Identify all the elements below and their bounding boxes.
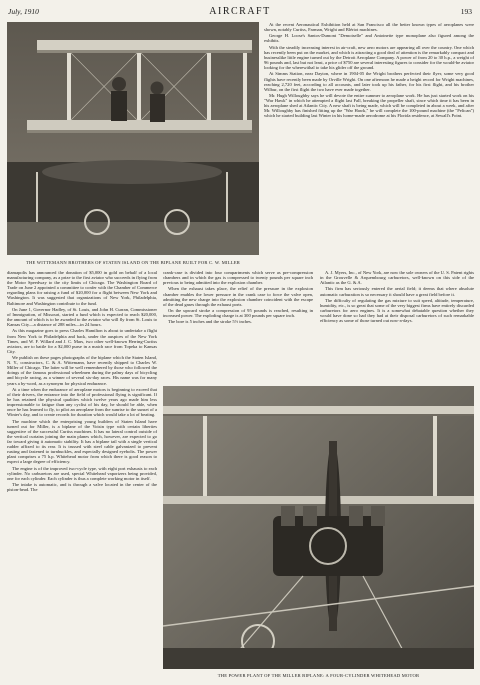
paragraph: The engine is of the improved two-cycle type, with eight port exhausts to each cylinder. No carburetors are used, special Whitehead vaporizers being provided, one for each cylinder. Each cylinder is thus a complete working motor in itself. <box>7 465 157 481</box>
paragraph: The machine which the enterprising young builders of Staten Island have turned out for Miller, is a biplane of the Voisin type with certain liberties suggestive of the successful Curtiss machines. It has no lateral control outside of the vertical curtains joining the main planes which, however, are expected to go far toward giving it automatic stability. It has a biplane tail with a single vertical rudder affixed to its rear. It is trussed with steel cable galvanized to prevent rusting and fastened to turnbuckles, and especially designed eyebolts. The power plant comprises a 75 h.p. Whitehead motor from which there is good reason to expect a large degree of efficiency. <box>7 418 157 465</box>
wittemann-biplane-photo <box>7 22 259 255</box>
issue-date: July, 1910 <box>8 7 39 16</box>
paragraph: Mr. Hugh Willoughby says he will devote the entire summer to aeroplane work. He has just started work on his "War Hawk" in which he attempted a flight last Fall, breaking the propeller shaft, since which time it has been in his aeroplane shed at Atlantic City. A new shaft is being made, which will be completed in about a week, and after Mr. Willoughby has finished fitting up the "War Hawk," he will complete the 100-pound machine (the "Pelican") which he started building last Winter in his home-made aerodrome at his Florida residence, at Sewall's Point. <box>264 92 474 119</box>
page-header <box>8 6 472 18</box>
paragraph: At the recent Aeronautical Exhibition held at San Francisco all the better known types of aeroplanes were shown, notably Curtiss, Farman, Wright and Blériot machines. <box>264 22 474 33</box>
paragraph: We publish on these pages photographs of the biplane which the Staten Island, N. Y., constructors, C. & A. Wittemann, have recently shipped to Charles W. Miller of Chicago. The latter will be well remembered by those who followed the doings of the famous professional wheelmen during the palmy days of bicycling and bicycle racing, as a winner of several six-day races. His name was for many years a by-word, as a synonym for physical endurance. <box>7 355 157 386</box>
right-lower-column <box>320 270 474 382</box>
paragraph: At Simms Station, near Dayton, where in 1904-05 the Wright brothers perfected their flyer, some very good flights have recently been made by Orville Wright. On one afternoon he made a height record for Wright machines, reaching 2,720 feet, according to all accounts, and later took up his father, for his first flight, and his brother Wilbur, on the first flight the two have ever made together. <box>264 71 474 92</box>
paragraph: A. J. Myers, Inc., of New York, are now the sole owners of the U. S. Patent rights in the Grouvelle & Arquembourg carburetors, well-known on this side of the Atlantic as the G. & A. <box>320 270 474 286</box>
top-photo-caption: THE WITTEMANN BROTHERS OF STATEN ISLAND ON THE BIPLANE BUILT FOR C. W. MILLER <box>25 260 241 265</box>
paragraph: George H. Loose's Santos-Dumont "Demoiselle" and Antoinette type monoplane also figured among the exhibits. <box>264 33 474 44</box>
paragraph: The intake is automatic, and is through a valve located in the center of the piston-head. The <box>7 482 157 493</box>
paragraph: This firm has seriously entered the aerial field; it deems that where absolute automatic carburation is so necessary it should have a great field before it. <box>320 286 474 297</box>
paragraph: The bore is 5 inches and the stroke 5½ inches. <box>168 319 252 325</box>
paragraph: On June 1, Governor Hadley, of St. Louis, and John H. Curran, Commissioner of Immigration, of Missouri, started a fund which is expected to reach $20,000, the amount of which is to be awarded to the aviator who will fly from St. Louis to Kansas City—a distance of 288 miles—in 24 hours. <box>7 306 157 328</box>
paragraph: With the steadily increasing interest in air-craft, new aero motors are appearing all over the country. One which has recently been put on the market, and which is attracting a good deal of attention is the remarkably compact and businesslike little engine turned out by the Detroit Aeroplane Company. A power of from 20 to 30 h.p., a weight of 96 pounds and, last but not least, a price of $750 are several interesting figures to consider for the would-be aviator looking for the wherewithal to take his glider off the ground. <box>264 44 474 71</box>
paragraph: On the upward stroke a compression of 95 pounds is reached, resulting in increased power. The exploding charge is at 300 pounds per square inch. <box>163 308 313 319</box>
paragraph: When the exhaust takes place, the relief of the pressure in the explosion chamber enables the lower pressure in the crank case to force the valve open, admitting the new charge into the explosion chamber coincident with the escape of the dead gases through the exhaust ports. <box>163 286 313 307</box>
page-number: 193 <box>460 7 472 16</box>
motor-photo-image <box>163 386 474 669</box>
power-plant-photo <box>163 386 474 669</box>
paragraph: The difficulty of regulating the gas mixture to suit speed, altitude, temperature, humidity, etc., is so great that some of the very biggest firms have entirely discarded carburetors for aero engines. It is a somewhat debatable question whether they would have done so had they had at their disposal carburetors of such remarkable efficiency as some of those turned out now-a-days. <box>320 297 474 324</box>
middle-column <box>163 270 313 362</box>
paragraph: At a time when the endurance of aeroplane motors is beginning to exceed that of their drivers, the entrance into the field of professional flying is significant. If he has retained the physical qualities which twelve years ago made him less impressionable to fatigue than any cyclist of his day, he should be able, when once he has learned to fly, to pilot an aeroplane from the sunrise to the sunset of a Winter's day, and to create records for duration which would take a lot of beating. <box>7 386 157 418</box>
left-column <box>7 270 157 682</box>
paragraph: crank-case is divided into four compartments which serve as pre-compression chambers and in which the gas is compressed to twenty pounds per square inch previous to being admitted into the explosion chamber. <box>163 270 313 286</box>
paragraph: As this magazine goes to press Charles Hamilton is about to undertake a flight from New York to Philadelphia and back, under the auspices of the New York Times, and W. F. Willard and J. C. Mars, two other well-known Herring-Curtiss aviators, are to battle for a $2,000 purse in a match race from Topeka to Kansas City. <box>7 328 157 354</box>
paragraph: diamapolis has announced the donation of $5,000 in gold on behalf of a local manufacturing company, as a prize to the first aviator who succeeds in flying from the Motor Speedway to the city limits of Chicago. The Washington Board of Trade on June 2 appointed a committee to confer with the Chamber of Commerce regarding plans for raising a fund of $20,000 for a flight between New York and Washington. It was suggested that organizations of New York, Philadelphia, Baltimore and Washington contribute to the fund. <box>7 270 157 306</box>
bottom-photo-caption: THE POWER PLANT OF THE MILLER BIPLANE: A FOUR-CYLINDER WHITEHEAD MOTOR <box>217 673 420 678</box>
magazine-title: AIRCRAFT <box>209 6 271 17</box>
biplane-photo-image <box>7 22 259 255</box>
